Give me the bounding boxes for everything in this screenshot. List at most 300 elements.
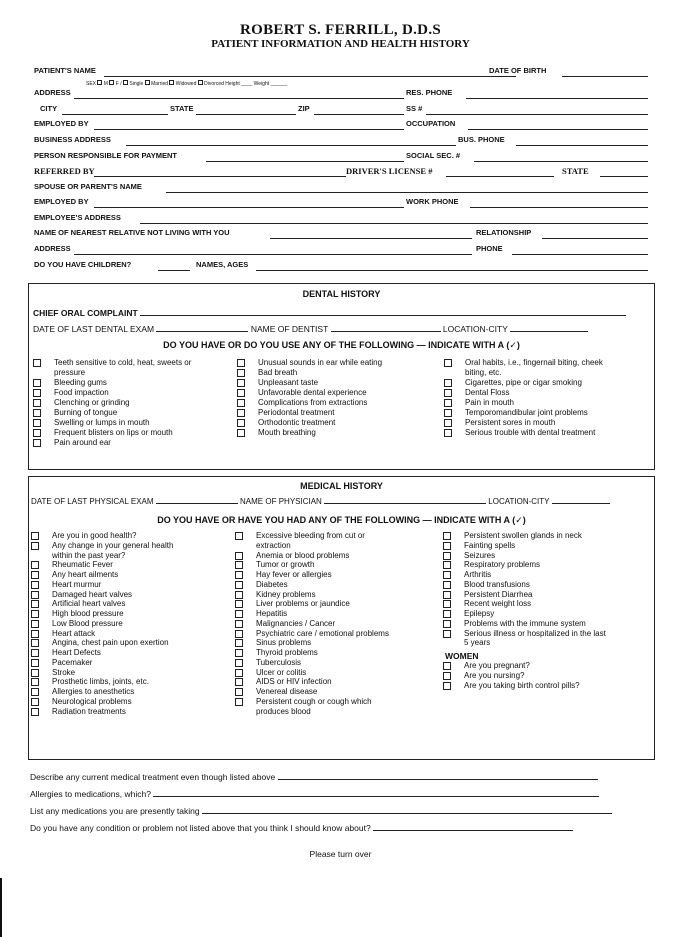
checklist-item[interactable]	[444, 408, 650, 418]
other-conditions-field[interactable]	[373, 830, 573, 831]
checklist-item[interactable]	[443, 661, 651, 671]
dentist-label: NAME OF DENTIST	[250, 324, 329, 334]
checklist-item[interactable]	[31, 648, 239, 658]
checklist-item-label: Hepatitis	[256, 609, 288, 618]
medical-column-1	[31, 531, 239, 716]
checkbox[interactable]	[235, 620, 243, 628]
checkbox[interactable]	[31, 630, 39, 638]
checkbox[interactable]	[31, 659, 39, 667]
checklist-item[interactable]	[31, 638, 239, 648]
sex-label: SEX	[86, 81, 97, 87]
medical-history-title: MEDICAL HISTORY	[300, 481, 383, 491]
medications-label: List any medications you are presently taking	[30, 806, 200, 816]
checkbox[interactable]	[235, 678, 243, 686]
checklist-item-label: Clenching or grinding	[54, 398, 130, 407]
checklist-item-label: Oral habits, i.e., fingernail biting, cheek	[465, 358, 603, 367]
allergies-label: Allergies to medications, which?	[30, 789, 151, 799]
checklist-item-label: Frequent blisters on lips or mouth	[54, 428, 173, 437]
checkbox[interactable]	[33, 429, 41, 437]
checklist-item[interactable]	[31, 560, 239, 570]
medical-column-2	[235, 531, 449, 716]
checkbox[interactable]	[237, 409, 245, 417]
other-conditions-label: Do you have any condition or problem not listed above that you think I should know about?	[30, 823, 371, 833]
checklist-item-label: biting, etc.	[465, 368, 502, 377]
checklist-item[interactable]	[443, 609, 651, 619]
checkbox[interactable]	[237, 399, 245, 407]
checklist-item[interactable]	[235, 570, 449, 580]
address2-label: ADDRESS	[34, 244, 71, 253]
checklist-item[interactable]	[443, 681, 651, 691]
checklist-item[interactable]	[235, 551, 449, 561]
relationship-field[interactable]	[542, 238, 648, 239]
checklist-item-label: Diabetes	[256, 579, 288, 589]
checkbox[interactable]	[31, 669, 39, 677]
referred-by-field[interactable]	[94, 176, 346, 177]
checklist-item[interactable]	[235, 599, 449, 609]
checkbox[interactable]	[31, 571, 39, 579]
checkbox[interactable]	[33, 359, 41, 367]
checklist-item-label: Serious trouble with dental treatment	[465, 428, 596, 437]
drivers-license-field[interactable]	[446, 176, 554, 177]
checklist-item[interactable]	[31, 707, 239, 717]
checklist-item-label: Liver problems or jaundice	[256, 599, 350, 609]
checklist-item[interactable]	[235, 590, 449, 600]
row-relative	[34, 228, 648, 241]
patient-name-label: PATIENT'S NAME	[34, 66, 96, 75]
checklist-item-label: Blood transfusions	[464, 579, 530, 589]
checklist-item-label: Are you in good health?	[52, 531, 137, 540]
last-dental-exam-label: DATE OF LAST DENTAL EXAM	[33, 324, 155, 334]
referred-by-label: REFERRED BY	[34, 166, 95, 176]
checklist-item-label: Pacemaker	[52, 657, 93, 667]
ss-field[interactable]	[426, 114, 648, 115]
allergies-field[interactable]	[153, 796, 599, 797]
checklist-item[interactable]	[444, 428, 650, 438]
checklist-item[interactable]	[444, 388, 650, 398]
state2-field[interactable]	[600, 176, 648, 177]
ss-label: SS #	[406, 104, 423, 113]
checklist-item-label: Allergies to anesthetics	[52, 687, 135, 696]
checkbox[interactable]	[444, 419, 452, 427]
checklist-item[interactable]	[443, 541, 651, 551]
zip-field[interactable]	[314, 114, 404, 115]
res-phone-field[interactable]	[466, 98, 648, 99]
person-responsible-field[interactable]	[206, 161, 404, 162]
checklist-item[interactable]	[33, 408, 238, 418]
state-field[interactable]	[196, 114, 296, 115]
checkbox[interactable]	[31, 708, 39, 716]
dental-column-2	[237, 358, 442, 438]
checklist-item[interactable]	[235, 531, 449, 541]
names-ages-label: NAMES, AGES	[196, 260, 249, 269]
sex-f-checkbox[interactable]	[109, 80, 114, 85]
address-field[interactable]	[74, 98, 404, 99]
checklist-item-label: Excessive bleeding from cut or	[256, 531, 365, 540]
checklist-item[interactable]	[33, 398, 238, 408]
physician-field[interactable]	[324, 502, 486, 504]
checklist-item	[235, 707, 449, 717]
scan-edge-mark	[0, 878, 2, 937]
checklist-item-label: pressure	[54, 368, 86, 377]
checklist-item[interactable]	[235, 619, 449, 629]
physician-label: NAME OF PHYSICIAN	[240, 497, 322, 506]
checkbox[interactable]	[31, 591, 39, 599]
checkbox[interactable]	[33, 439, 41, 447]
business-address-label: BUSINESS ADDRESS	[34, 135, 111, 144]
checklist-item[interactable]	[31, 668, 239, 678]
sex-m-label: M	[103, 81, 108, 87]
checkbox[interactable]	[443, 571, 451, 579]
checkbox[interactable]	[443, 672, 451, 680]
checkbox[interactable]	[443, 630, 451, 638]
checkbox[interactable]	[235, 659, 243, 667]
checkbox[interactable]	[33, 419, 41, 427]
employed-by-label: EMPLOYED BY	[34, 119, 89, 128]
checklist-item[interactable]	[31, 531, 239, 541]
checkbox[interactable]	[235, 669, 243, 677]
checklist-item-label: Thyroid problems	[256, 648, 318, 657]
dental-history-title: DENTAL HISTORY	[302, 289, 381, 299]
checklist-item[interactable]	[33, 418, 238, 428]
patient-name-field[interactable]	[104, 76, 516, 77]
checklist-item[interactable]	[237, 358, 442, 368]
spouse-label: SPOUSE OR PARENT'S NAME	[34, 182, 142, 191]
employee-address-field[interactable]	[140, 223, 648, 224]
checkbox[interactable]	[31, 649, 39, 657]
checklist-item-label: Hay fever or allergies	[256, 570, 332, 579]
medications-field[interactable]	[202, 813, 612, 814]
checklist-item[interactable]	[31, 599, 239, 609]
checkbox[interactable]	[444, 399, 452, 407]
phone-field[interactable]	[512, 254, 648, 255]
checklist-item	[443, 638, 651, 648]
checklist-item-label: Are you nursing?	[464, 671, 525, 681]
checklist-item-label: Unusual sounds in ear while eating	[258, 358, 383, 367]
row-address2	[34, 244, 648, 257]
dental-location-field[interactable]	[510, 330, 588, 332]
checkbox[interactable]	[237, 419, 245, 427]
row-payment	[34, 151, 648, 164]
checklist-item[interactable]	[31, 590, 239, 600]
current-treatment-field[interactable]	[278, 779, 598, 780]
row-children	[34, 260, 648, 273]
business-address-field[interactable]	[126, 145, 456, 146]
sex-marital-line: SEX M F / Single Married Widowed Divorced Height ____ Weight ______	[86, 81, 288, 87]
form-title: PATIENT INFORMATION AND HEALTH HISTORY	[211, 38, 470, 50]
checkbox[interactable]	[235, 610, 243, 618]
checklist-item[interactable]	[444, 418, 650, 428]
zip-label: ZIP	[298, 104, 310, 113]
checklist-item-label: AIDS or HIV infection	[256, 677, 332, 687]
checkbox[interactable]	[235, 698, 243, 706]
weight-label: Weight	[253, 81, 270, 87]
checklist-item[interactable]	[235, 609, 449, 619]
city-field[interactable]	[62, 114, 168, 115]
checklist-item[interactable]	[31, 619, 239, 629]
medical-column-3	[443, 531, 651, 691]
checkbox[interactable]	[33, 389, 41, 397]
medical-location-field[interactable]	[552, 502, 610, 504]
checkbox[interactable]	[235, 649, 243, 657]
checklist-item[interactable]	[31, 570, 239, 580]
checklist-item-label: Stroke	[52, 667, 76, 677]
checklist-item-label: Fainting spells	[464, 540, 516, 550]
checklist-item-label: Swelling or lumps in mouth	[54, 418, 150, 427]
checklist-item-label: Anemia or blood problems	[256, 550, 350, 560]
checkbox[interactable]	[444, 379, 452, 387]
checklist-item-label: Malignancies / Cancer	[256, 618, 336, 628]
single-label: Single	[129, 81, 144, 87]
checklist-item-label: Sinus problems	[256, 638, 312, 648]
checklist-item[interactable]	[235, 668, 449, 678]
checklist-item[interactable]	[237, 428, 442, 438]
dentist-field[interactable]	[331, 330, 441, 332]
checkbox[interactable]	[31, 532, 39, 540]
chief-complaint-field[interactable]	[140, 314, 626, 316]
checklist-item[interactable]	[33, 388, 238, 398]
nearest-relative-label: NAME OF NEAREST RELATIVE NOT LIVING WITH YOU	[34, 228, 230, 237]
checklist-item-label: Angina, chest pain upon exertion	[52, 638, 169, 648]
checkbox[interactable]	[443, 610, 451, 618]
employed-by2-field[interactable]	[94, 207, 404, 208]
checklist-item[interactable]	[235, 677, 449, 687]
dob-label: DATE OF BIRTH	[489, 66, 547, 75]
employee-address-label: EMPLOYEE'S ADDRESS	[34, 213, 121, 222]
please-turn-over: Please turn over	[309, 849, 372, 859]
checkbox[interactable]	[33, 409, 41, 417]
chief-complaint-label: CHIEF ORAL COMPLAINT	[33, 308, 138, 318]
question-current-treatment	[30, 772, 650, 782]
checklist-item-label: Artificial heart valves	[52, 599, 126, 609]
checklist-item-label: Low Blood pressure	[52, 618, 123, 628]
widowed-checkbox[interactable]	[169, 80, 174, 85]
checkbox[interactable]	[31, 678, 39, 686]
occupation-field[interactable]	[468, 129, 648, 130]
checklist-item[interactable]	[443, 531, 651, 541]
checklist-item[interactable]	[33, 438, 238, 448]
single-checkbox[interactable]	[123, 80, 128, 85]
checklist-item[interactable]	[235, 697, 449, 707]
checklist-item-label: Temporomandibular joint problems	[465, 408, 588, 417]
checklist-item[interactable]	[443, 671, 651, 681]
checklist-item[interactable]	[235, 560, 449, 570]
state2-label: STATE	[562, 166, 589, 176]
checklist-item[interactable]	[31, 658, 239, 668]
checklist-item[interactable]	[31, 580, 239, 590]
checkbox[interactable]	[237, 379, 245, 387]
checklist-item[interactable]	[443, 570, 651, 580]
checklist-item	[235, 541, 449, 551]
checkbox[interactable]	[443, 591, 451, 599]
checklist-item[interactable]	[443, 629, 651, 639]
address2-field[interactable]	[74, 254, 472, 255]
dental-column-3	[444, 358, 650, 438]
checklist-item[interactable]	[33, 378, 238, 388]
checkbox[interactable]	[31, 600, 39, 608]
checklist-item[interactable]	[444, 358, 650, 368]
checkbox[interactable]	[444, 359, 452, 367]
checkbox[interactable]	[31, 620, 39, 628]
spouse-field[interactable]	[166, 192, 648, 193]
checklist-item[interactable]	[443, 551, 651, 561]
bus-phone-field[interactable]	[516, 145, 648, 146]
checklist-item-label: Rheumatic Fever	[52, 560, 113, 570]
checkbox[interactable]	[444, 429, 452, 437]
checkbox[interactable]	[235, 532, 243, 540]
checklist-item-label: Psychiatric care / emotional problems	[256, 628, 389, 638]
checkbox[interactable]	[443, 620, 451, 628]
checklist-item[interactable]	[443, 590, 651, 600]
checklist-item[interactable]	[31, 629, 239, 639]
drivers-license-label: DRIVER'S LICENSE #	[346, 166, 433, 176]
checklist-item-label: Heart Defects	[52, 648, 101, 657]
checklist-item-label: Heart attack	[52, 628, 96, 638]
checklist-item[interactable]	[33, 428, 238, 438]
checklist-item[interactable]	[237, 398, 442, 408]
divorced-label: Divorced	[204, 81, 224, 87]
checkbox[interactable]	[235, 591, 243, 599]
names-ages-field[interactable]	[256, 270, 648, 271]
checkbox[interactable]	[444, 409, 452, 417]
checklist-item-label: Pain in mouth	[465, 398, 514, 407]
checklist-item[interactable]	[235, 629, 449, 639]
checklist-item-label: Radiation treatments	[52, 706, 126, 716]
checklist-item-label: Bleeding gums	[54, 378, 107, 387]
checkbox[interactable]	[235, 581, 243, 589]
checklist-item	[33, 368, 238, 378]
checklist-item[interactable]	[235, 658, 449, 668]
checklist-item[interactable]	[31, 609, 239, 619]
checklist-item-label: Persistent Diarrhea	[464, 589, 533, 599]
checklist-item[interactable]	[443, 619, 651, 629]
chief-complaint-row	[33, 308, 626, 318]
checklist-item[interactable]	[443, 580, 651, 590]
checklist-item[interactable]	[235, 638, 449, 648]
employed-by2-label: EMPLOYED BY	[34, 197, 89, 206]
checkbox[interactable]	[31, 581, 39, 589]
checkbox[interactable]	[31, 610, 39, 618]
checkbox[interactable]	[235, 561, 243, 569]
children-field[interactable]	[158, 270, 190, 271]
checkbox[interactable]	[443, 662, 451, 670]
row-spouse	[34, 182, 648, 195]
checklist-item[interactable]	[31, 687, 239, 697]
last-physical-exam-field[interactable]	[156, 502, 238, 504]
checkbox[interactable]	[443, 600, 451, 608]
checklist-item[interactable]	[444, 378, 650, 388]
row-employed	[34, 119, 648, 132]
checkbox[interactable]	[443, 542, 451, 550]
checklist-item[interactable]	[443, 599, 651, 609]
bus-phone-label: BUS. PHONE	[458, 135, 505, 144]
person-responsible-label: PERSON RESPONSIBLE FOR PAYMENT	[34, 151, 177, 160]
checkbox[interactable]	[235, 639, 243, 647]
checklist-item[interactable]	[443, 560, 651, 570]
checklist-item-label: Persistent sores in mouth	[465, 418, 556, 427]
last-dental-exam-field[interactable]	[156, 330, 248, 332]
married-checkbox[interactable]	[145, 80, 150, 85]
employed-by-field[interactable]	[94, 129, 404, 130]
medical-column-3-list	[443, 531, 651, 648]
checkbox[interactable]	[235, 688, 243, 696]
checklist-item-label: Bad breath	[258, 368, 298, 377]
checklist-item[interactable]	[237, 408, 442, 418]
checkbox[interactable]	[443, 552, 451, 560]
checklist-item[interactable]	[237, 388, 442, 398]
checkbox[interactable]	[33, 399, 41, 407]
sex-m-checkbox[interactable]	[97, 80, 102, 85]
checklist-item[interactable]	[237, 418, 442, 428]
checkbox[interactable]	[31, 561, 39, 569]
checkbox[interactable]	[235, 571, 243, 579]
checklist-item[interactable]	[33, 358, 238, 368]
checkbox[interactable]	[237, 389, 245, 397]
checklist-item-label: Are you taking birth control pills?	[464, 680, 580, 690]
res-phone-label: RES. PHONE	[406, 88, 453, 97]
checklist-item[interactable]	[235, 687, 449, 697]
checklist-item[interactable]	[237, 378, 442, 388]
checkbox[interactable]	[443, 561, 451, 569]
checklist-item	[31, 551, 239, 561]
checklist-item[interactable]	[31, 697, 239, 707]
checklist-item-label: Teeth sensitive to cold, heat, sweets or	[54, 358, 192, 367]
social-sec-label: SOCIAL SEC. #	[406, 151, 461, 160]
work-phone-field[interactable]	[470, 207, 648, 208]
divorced-checkbox[interactable]	[198, 80, 203, 85]
checklist-item-label: Complications from extractions	[258, 398, 368, 407]
checklist-item[interactable]	[31, 677, 239, 687]
height-label: Height	[225, 81, 240, 87]
checklist-item[interactable]	[31, 541, 239, 551]
checkbox[interactable]	[444, 389, 452, 397]
checklist-item[interactable]	[235, 648, 449, 658]
checkbox[interactable]	[31, 639, 39, 647]
checklist-item-label: Prosthetic limbs, joints, etc.	[52, 677, 149, 687]
checkbox[interactable]	[33, 379, 41, 387]
question-other-conditions	[30, 823, 650, 833]
checklist-item-label: Orthodontic treatment	[258, 418, 336, 427]
social-sec-field[interactable]	[474, 161, 648, 162]
checklist-item[interactable]	[444, 398, 650, 408]
checklist-item-label: Heart murmur	[52, 579, 102, 589]
checklist-item-label: Food impaction	[54, 388, 109, 397]
dob-field[interactable]	[562, 76, 648, 77]
checkbox[interactable]	[31, 688, 39, 696]
checklist-item-label: Serious illness or hospitalized in the last	[464, 628, 606, 638]
checkbox[interactable]	[235, 552, 243, 560]
checklist-item[interactable]	[237, 368, 442, 378]
row-business	[34, 135, 648, 148]
checkbox[interactable]	[237, 369, 245, 377]
checklist-item-label: Damaged heart valves	[52, 589, 133, 599]
checklist-item-label: produces blood	[256, 706, 311, 716]
nearest-relative-field[interactable]	[270, 238, 472, 239]
checkbox[interactable]	[443, 581, 451, 589]
state-label: STATE	[170, 104, 194, 113]
checkbox[interactable]	[31, 698, 39, 706]
checkbox[interactable]	[443, 682, 451, 690]
checkbox[interactable]	[31, 542, 39, 550]
checkbox[interactable]	[443, 532, 451, 540]
checklist-item-label: Tuberculosis	[256, 657, 302, 667]
checkbox[interactable]	[235, 600, 243, 608]
checklist-item-label: Dental Floss	[465, 388, 510, 397]
question-medications	[30, 806, 650, 816]
checkbox[interactable]	[235, 630, 243, 638]
checklist-item[interactable]	[235, 580, 449, 590]
checkbox[interactable]	[237, 359, 245, 367]
checkbox[interactable]	[237, 429, 245, 437]
